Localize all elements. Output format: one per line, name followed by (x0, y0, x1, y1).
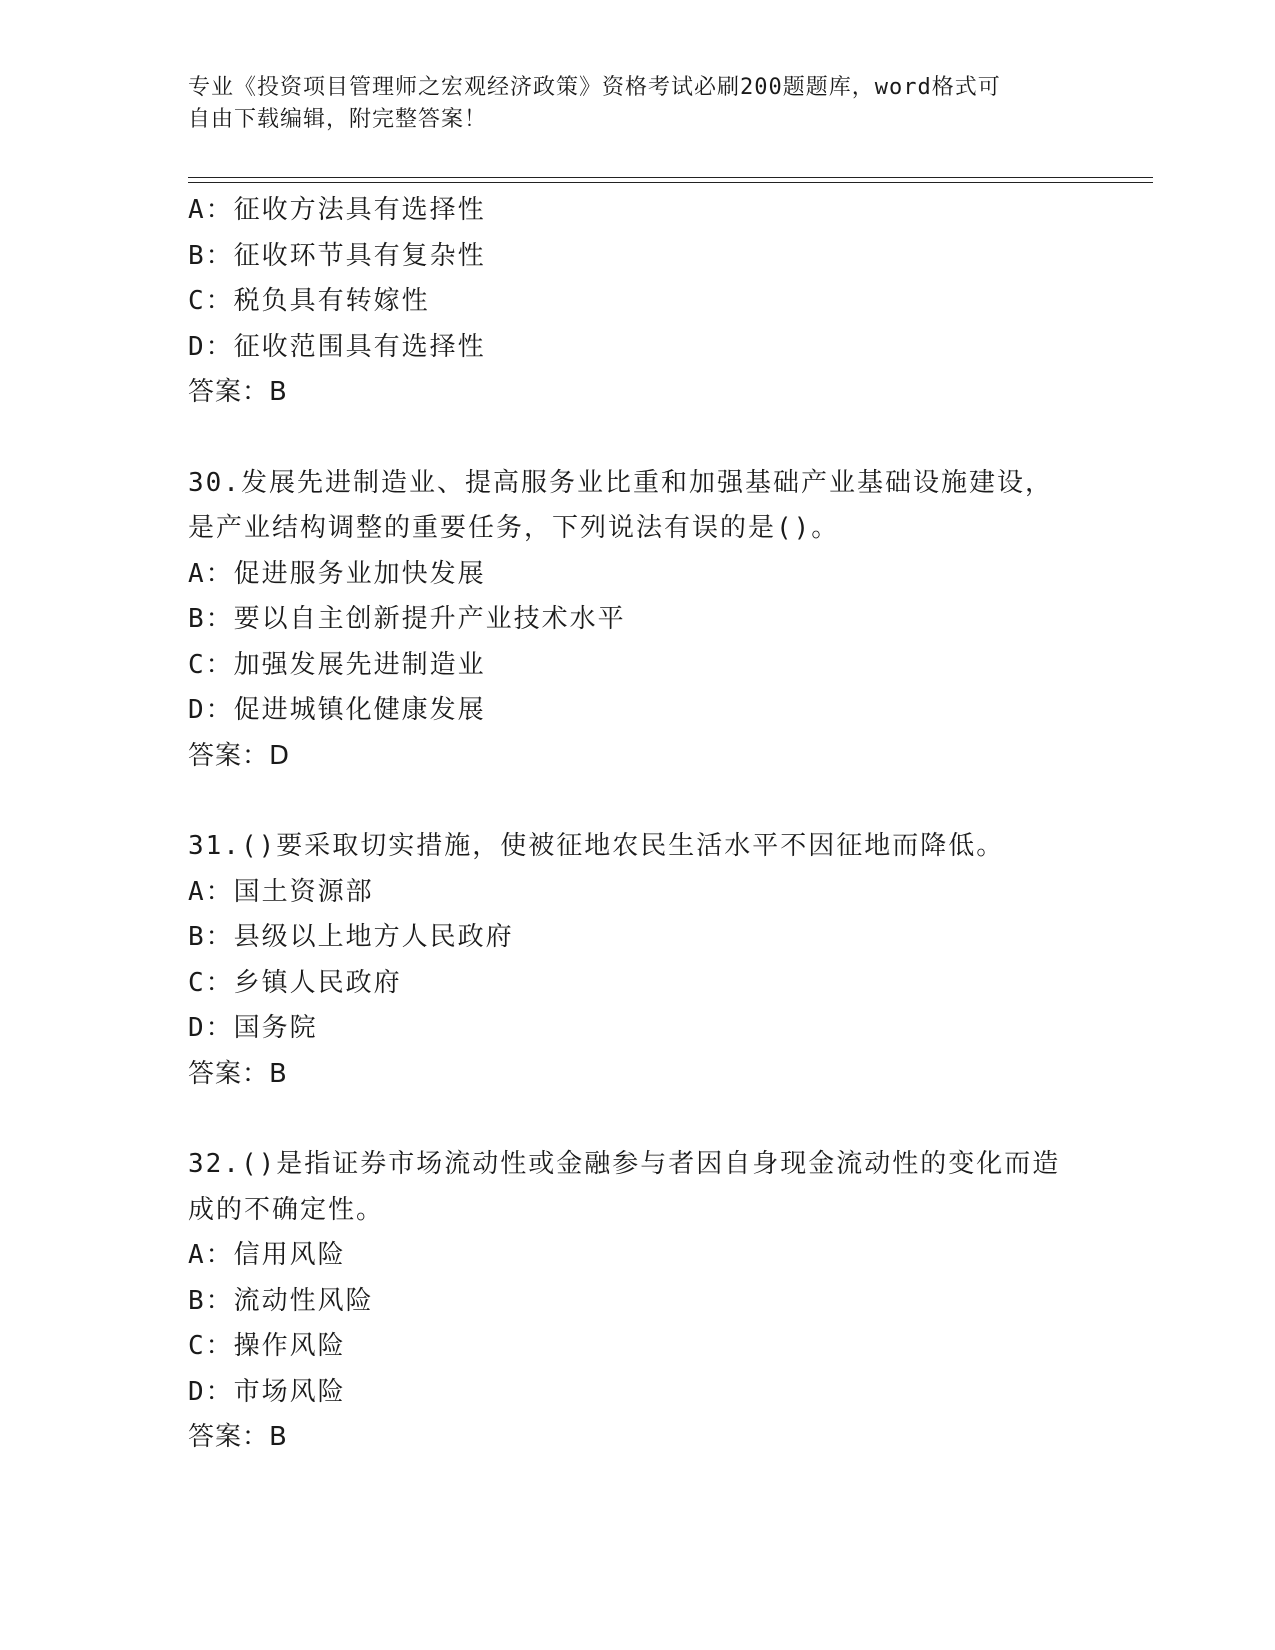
option-d: D：市场风险 (188, 1376, 346, 1407)
option-c: C：乡镇人民政府 (188, 967, 402, 998)
question-block-30 (188, 461, 1088, 780)
question-text-line: 32.()是指证券市场流动性或金融参与者因自身现金流动性的变化而造 (188, 1149, 1061, 1179)
block-spacer (188, 779, 1088, 824)
block-spacer (188, 416, 1088, 461)
option-a: A：征收方法具有选择性 (188, 195, 486, 225)
option-b: B：征收环节具有复杂性 (188, 240, 486, 271)
question-text-line: 31.()要采取切实措施，使被征地农民生活水平不因征地而降低。 (188, 831, 1005, 861)
header-divider-bottom (188, 182, 1153, 183)
option-a: A：国土资源部 (188, 876, 374, 907)
block-spacer (188, 1097, 1088, 1142)
answer-line: 答案：B (188, 1058, 288, 1089)
option-c: C：税负具有转嫁性 (188, 286, 430, 316)
answer-line: 答案：B (188, 1422, 288, 1452)
option-c: C：操作风险 (188, 1331, 346, 1361)
question-text-line: 成的不确定性。 (188, 1194, 385, 1225)
option-b: B：要以自主创新提升产业技术水平 (188, 604, 626, 634)
question-block-29 (188, 188, 1088, 416)
option-d: D：征收范围具有选择性 (188, 331, 486, 362)
option-b: B：县级以上地方人民政府 (188, 922, 514, 952)
question-text-line: 是产业结构调整的重要任务，下列说法有误的是()。 (188, 513, 840, 543)
answer-line: 答案：D (188, 740, 291, 771)
header-line-1: 专业《投资项目管理师之宏观经济政策》资格考试必刷200题题库，word格式可 (188, 75, 1001, 100)
header-line-2: 自由下载编辑，附完整答案！ (188, 107, 488, 132)
document-header (188, 72, 1088, 136)
question-list (188, 188, 1088, 1461)
option-a: A：信用风险 (188, 1240, 346, 1270)
question-block-31 (188, 824, 1088, 1097)
option-a: A：促进服务业加快发展 (188, 558, 486, 589)
question-block-32 (188, 1142, 1088, 1461)
option-d: D：国务院 (188, 1013, 318, 1043)
option-d: D：促进城镇化健康发展 (188, 695, 486, 725)
answer-line: 答案：B (188, 377, 288, 407)
question-text-line: 30.发展先进制造业、提高服务业比重和加强基础产业基础设施建设， (188, 467, 1053, 498)
header-divider-top (188, 177, 1153, 178)
option-b: B：流动性风险 (188, 1285, 374, 1316)
option-c: C：加强发展先进制造业 (188, 649, 486, 680)
